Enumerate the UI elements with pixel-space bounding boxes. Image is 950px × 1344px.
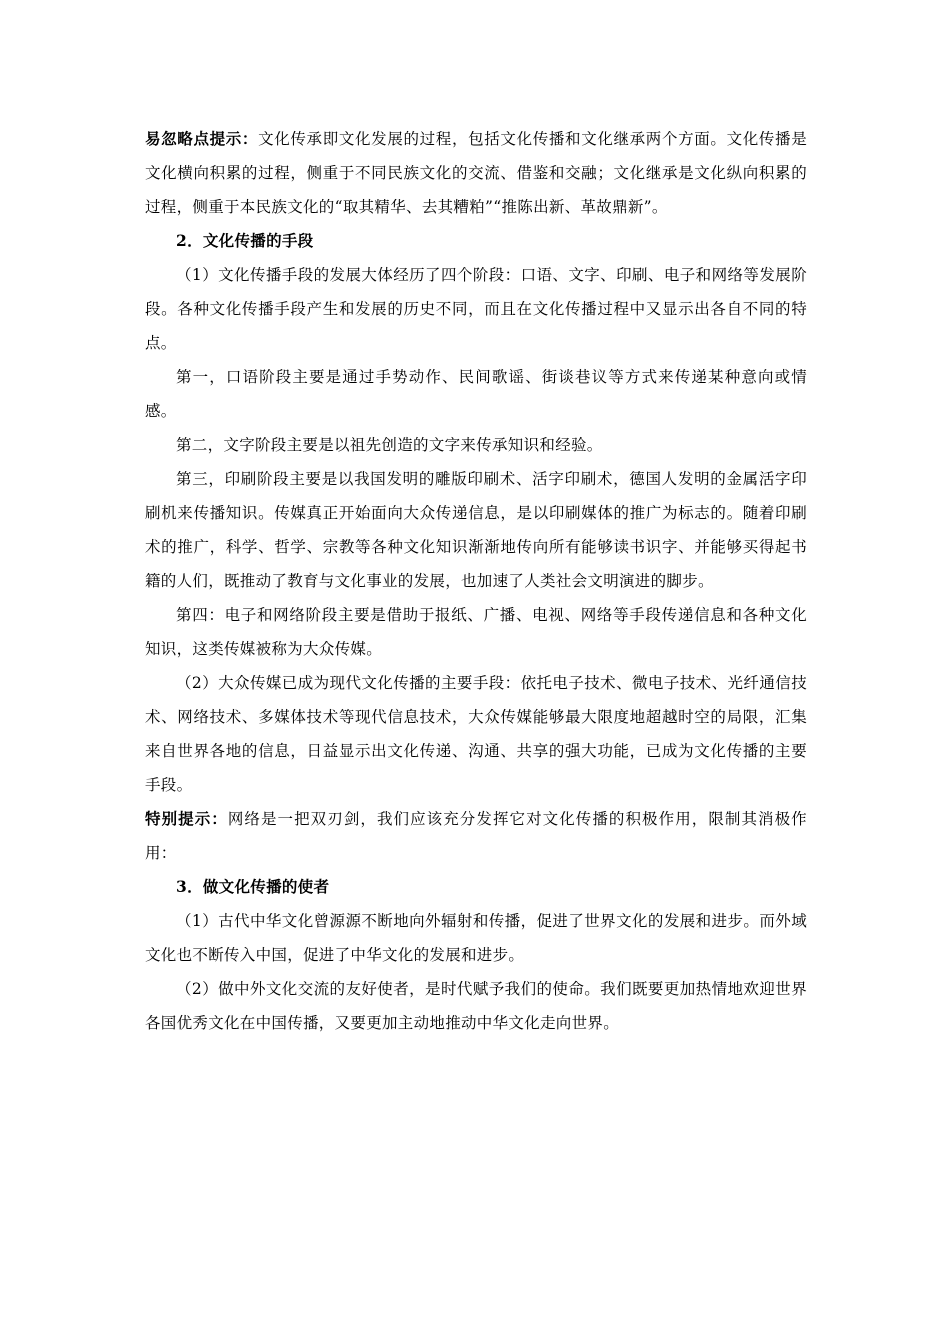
section-heading-3: 3．做文化传播的使者 (176, 877, 330, 896)
tip-text: 文化传承即文化发展的过程，包括文化传播和文化继承两个方面。文化传播是文化横向积累的过程，侧重于不同民族文化的交流、借鉴和交融；文化继承是文化纵向积累的过程，侧重于本民族文化的“取其精华、去其糟粕”“推陈出新、革故鼎新”。 (145, 130, 808, 216)
paragraph-3-1: （1）古代中华文化曾源源不断地向外辐射和传播，促进了世界文化的发展和进步。而外域文化也不断传入中国，促进了中华文化的发展和进步。 (145, 912, 807, 964)
paragraph-stage-writing: 第二，文字阶段主要是以祖先创造的文字来传承知识和经验。 (176, 436, 603, 454)
tip-easily-overlooked (145, 122, 807, 224)
paragraph-3-2: （2）做中外文化交流的友好使者，是时代赋予我们的使命。我们既要更加热情地欢迎世界各国优秀文化在中国传播，又要更加主动地推动中华文化走向世界。 (145, 980, 807, 1032)
tip-special (145, 802, 807, 870)
tip-label: 易忽略点提示： (145, 129, 259, 148)
paragraph-stage-electronic: 第四：电子和网络阶段主要是借助于报纸、广播、电视、网络等手段传递信息和各种文化知识，这类传媒被称为大众传媒。 (145, 606, 807, 658)
paragraph-stage-printing: 第三，印刷阶段主要是以我国发明的雕版印刷术、活字印刷术，德国人发明的金属活字印刷机来传播知识。传媒真正开始面向大众传递信息，是以印刷媒体的推广为标志的。随着印刷术的推广，科学、哲学、宗教等各种文化知识渐渐地传向所有能够读书识字、并能够买得起书籍的人们，既推动了教育与文化事业的发展，也加速了人类社会文明演进的脚步。 (145, 470, 807, 590)
section-heading-2: 2．文化传播的手段 (176, 231, 314, 250)
document-page (145, 122, 807, 1040)
special-tip-label: 特别提示： (145, 809, 228, 828)
paragraph-stage-oral: 第一，口语阶段主要是通过手势动作、民间歌谣、街谈巷议等方式来传递某种意向或情感。 (145, 368, 807, 420)
paragraph-2-1: （1）文化传播手段的发展大体经历了四个阶段：口语、文字、印刷、电子和网络等发展阶段。各种文化传播手段产生和发展的历史不同，而且在文化传播过程中又显示出各自不同的特点。 (145, 266, 807, 352)
special-tip-text: 网络是一把双刃剑，我们应该充分发挥它对文化传播的积极作用，限制其消极作用： (145, 810, 807, 862)
paragraph-2-2: （2）大众传媒已成为现代文化传播的主要手段：依托电子技术、微电子技术、光纤通信技术、网络技术、多媒体技术等现代信息技术，大众传媒能够最大限度地超越时空的局限，汇集来自世界各地的信息，日益显示出文化传递、沟通、共享的强大功能，已成为文化传播的主要手段。 (145, 674, 807, 794)
